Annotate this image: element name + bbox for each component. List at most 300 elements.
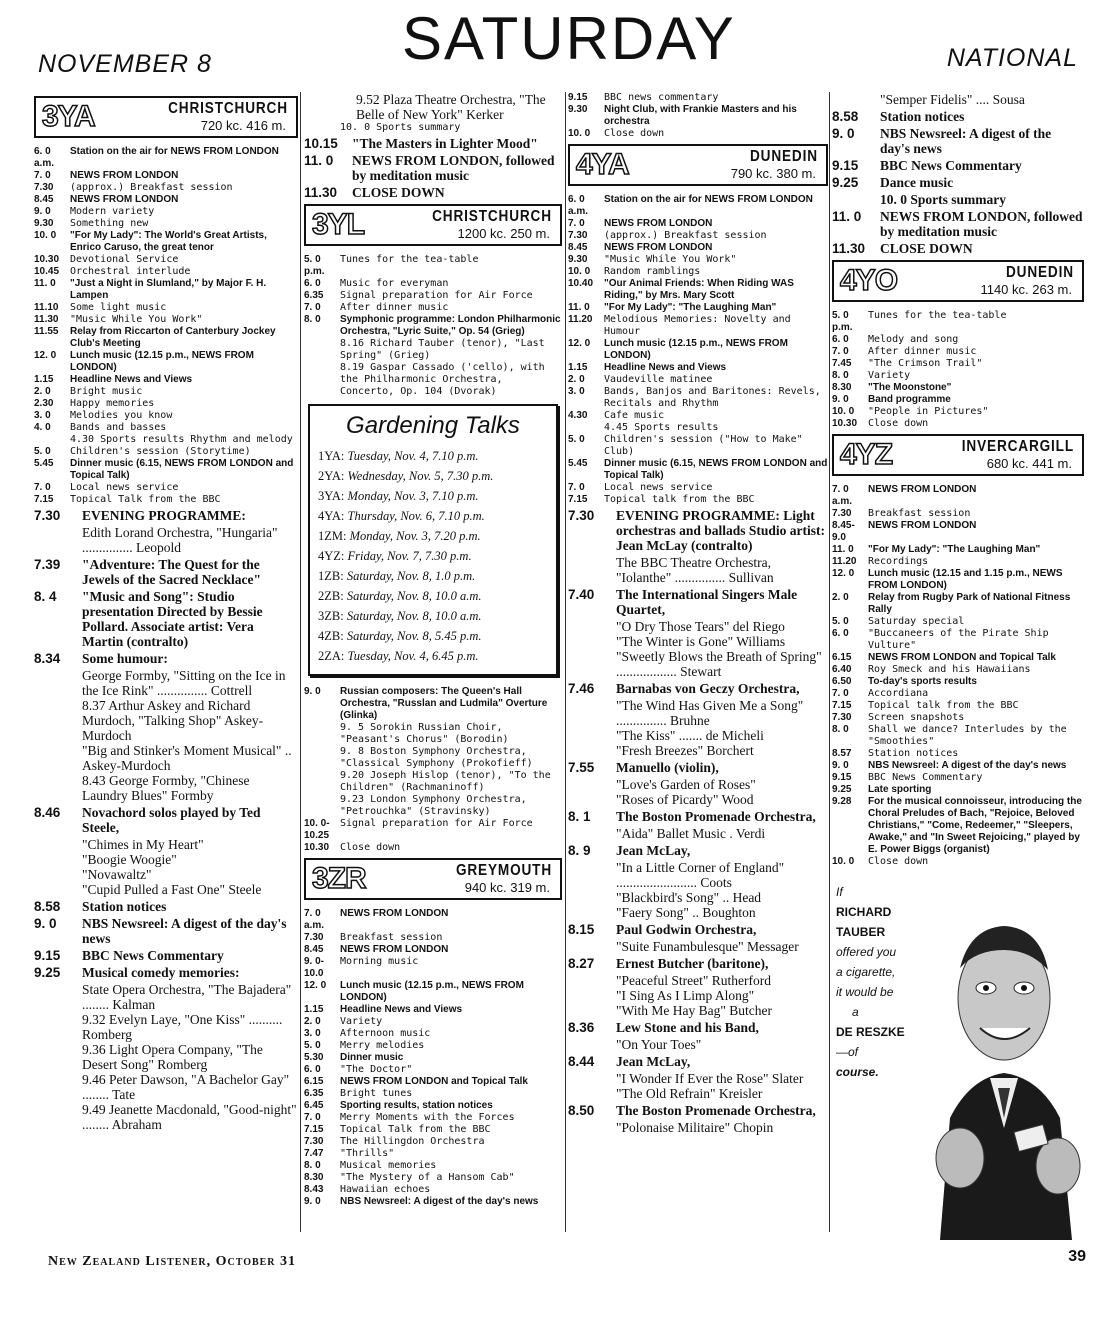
- schedule-entry: [304, 1088, 562, 1100]
- evening-entry: [568, 1103, 828, 1118]
- schedule-entry: [304, 302, 562, 314]
- schedule-entry: [832, 676, 1084, 688]
- entry-time: 7.15: [832, 700, 852, 711]
- entry-time: 8. 1: [568, 809, 591, 824]
- schedule-entry: [304, 956, 562, 980]
- entry-description: Station on the air for NEWS FROM LONDON: [604, 194, 813, 205]
- entry-description: Lunch music (12.15 and 1.15 p.m., NEWS FROM LONDON): [868, 568, 1063, 591]
- entry-description: Russian composers: The Queen's Hall Orchestra, "Russlan and Ludmila" Overture (Glinka): [340, 686, 548, 721]
- entry-title: NEWS FROM LONDON, followed by meditation music: [880, 209, 1083, 239]
- entry-time: 5. 0: [832, 616, 849, 627]
- entry-description: (approx.) Breakfast session: [70, 182, 233, 193]
- entry-time: 11.30: [34, 314, 59, 325]
- entry-description: 8.16 Richard Tauber (tenor), "Last Spring" (Grieg): [340, 338, 545, 361]
- entry-description: Children's session ("How to Make" Club): [604, 434, 803, 457]
- ad-line: RICHARD: [836, 905, 892, 919]
- entry-time: 7.55: [568, 760, 595, 775]
- entry-description: Orchestral interlude: [70, 266, 191, 277]
- entry-description: Saturday special: [868, 616, 965, 627]
- station-city: GREYMOUTH: [455, 862, 552, 879]
- entry-detail: 9.49 Jeanette Macdonald, "Good-night" ........ Abraham: [82, 1102, 297, 1132]
- evening-entry: [34, 589, 298, 649]
- ad-line: offered you: [836, 945, 897, 959]
- station-call-sign: 3ZR: [312, 862, 366, 895]
- schedule-entry: [304, 290, 562, 302]
- entry-time: [832, 192, 880, 207]
- station-box-3yl: [304, 204, 562, 246]
- entry-time: 7.15: [34, 494, 54, 505]
- entry-time: 7. 0: [568, 482, 585, 493]
- schedule-entry: [832, 784, 1084, 796]
- entry-time: 8.46: [34, 805, 61, 820]
- entry-detail: "Cupid Pulled a Fast One" Steele: [82, 882, 262, 897]
- gardening-talk-item: [318, 506, 548, 526]
- schedule-entry: [832, 796, 1084, 856]
- station-frequency: 1200 kc. 250 m.: [457, 226, 550, 241]
- entry-title: BBC News Commentary: [82, 948, 224, 963]
- entry-description: Morning music: [340, 956, 419, 967]
- entry-time: 6.15: [832, 652, 852, 663]
- schedule-list: [304, 254, 562, 398]
- entry-description: Bright tunes: [340, 1088, 413, 1099]
- schedule-entry: [304, 1028, 562, 1040]
- late-entry: [832, 175, 1084, 190]
- page-number: 39: [1068, 1248, 1086, 1265]
- schedule-entry: [832, 628, 1084, 652]
- talk-time: Tuesday, Nov. 4, 7.10 p.m.: [347, 449, 479, 463]
- entry-description: NEWS FROM LONDON: [340, 944, 449, 955]
- schedule-entry: [832, 346, 1084, 358]
- evening-entry: [568, 508, 828, 553]
- entry-description: Merry melodies: [340, 1040, 425, 1051]
- entry-title: "Adventure: The Quest for the Jewels of the Sacred Necklace": [82, 557, 261, 587]
- schedule-entry: [832, 700, 1084, 712]
- schedule-entry: [34, 194, 298, 206]
- continued-programme: [304, 92, 562, 134]
- schedule-entry: [832, 394, 1084, 406]
- entry-description: Late sporting: [868, 784, 932, 795]
- entry-time: 9. 0: [832, 126, 855, 141]
- column-4ya: [568, 92, 828, 1135]
- entry-detail: "Chimes in My Heart": [82, 837, 204, 852]
- gardening-talks-list: [318, 446, 548, 666]
- entry-title: Jean McLay,: [616, 843, 691, 858]
- schedule-entry: [34, 206, 298, 218]
- entry-detail: "Fresh Breezes" Borchert: [616, 743, 754, 758]
- schedule-entry: [34, 326, 298, 350]
- schedule-entry: [34, 182, 298, 194]
- entry-detail: Edith Lorand Orchestra, "Hungaria" ............... Leopold: [82, 525, 278, 555]
- entry-description: NEWS FROM LONDON: [604, 218, 713, 229]
- schedule-entry: [304, 314, 562, 338]
- schedule-entry: [568, 422, 828, 434]
- schedule-entry: [832, 556, 1084, 568]
- entry-time: 8. 9: [568, 843, 591, 858]
- entry-time: 7.30: [304, 1136, 324, 1147]
- late-entry: [304, 153, 562, 183]
- entry-time: 7.39: [34, 557, 61, 572]
- column-rule: [829, 92, 830, 1232]
- entry-time: 7.30: [832, 712, 852, 723]
- entry-description: Local news service: [604, 482, 713, 493]
- entry-time: 11. 0: [832, 209, 862, 224]
- schedule-entry: [34, 218, 298, 230]
- entry-description: Something new: [70, 218, 149, 229]
- entry-description: Music for everyman: [340, 278, 449, 289]
- entry-time: 6.50: [832, 676, 852, 687]
- entry-description: Relay from Rugby Park of National Fitness Rally: [868, 592, 1071, 615]
- entry-time: [304, 794, 340, 818]
- entry-title: NEWS FROM LONDON, followed by meditation music: [352, 153, 555, 183]
- entry-time: 5. 0: [568, 434, 585, 445]
- station-city: INVERCARGILL: [961, 438, 1074, 455]
- entry-description: Lunch music (12.15 p.m., NEWS FROM LONDON): [70, 350, 254, 373]
- station-call-sign: 4YO: [840, 264, 898, 297]
- entry-detail: "I Sing As I Limp Along": [616, 988, 755, 1003]
- page-date: NOVEMBER 8: [38, 50, 212, 78]
- entry-time: 6.45: [304, 1100, 324, 1111]
- evening-entry: [568, 1054, 828, 1069]
- schedule-list: [34, 146, 298, 506]
- entry-time: 8.58: [832, 109, 859, 124]
- entry-description: NBS Newsreel: A digest of the day's news: [340, 1196, 539, 1207]
- entry-title: CLOSE DOWN: [880, 241, 973, 256]
- entry-time: 5. 0: [34, 446, 51, 457]
- entry-time: [304, 338, 340, 362]
- gardening-talk-item: [318, 546, 548, 566]
- evening-entry: [34, 948, 298, 963]
- entry-title: "Music and Song": Studio presentation Directed by Bessie Pollard. Associate artist: Vera Martin (contralto): [82, 589, 263, 649]
- entry-time: 8.27: [568, 956, 595, 971]
- entry-description: Hawaiian echoes: [340, 1184, 431, 1195]
- schedule-list: [832, 484, 1084, 868]
- entry-description: Topical talk from the BBC: [868, 700, 1019, 711]
- entry-detail: 9.46 Peter Dawson, "A Bachelor Gay" ........ Tate: [82, 1072, 290, 1102]
- entry-title: The Boston Promenade Orchestra,: [616, 1103, 816, 1118]
- entry-time: 10.30: [832, 418, 858, 429]
- entry-time: 8.45: [304, 944, 324, 955]
- entry-description: "People in Pictures": [868, 406, 989, 417]
- entry-time: 9.25: [832, 175, 859, 190]
- schedule-entry: [304, 980, 562, 1004]
- schedule-entry: [304, 1076, 562, 1088]
- talk-station: 3YA:: [318, 489, 348, 503]
- entry-time: 6. 0 a.m.: [34, 146, 55, 169]
- entry-time: 11.10: [34, 302, 59, 313]
- entry-time: 8.43: [304, 1184, 324, 1195]
- station-box-3zr: [304, 858, 562, 900]
- talk-time: Wednesday, Nov. 5, 7.30 p.m.: [347, 469, 494, 483]
- gardening-talk-item: [318, 626, 548, 646]
- schedule-entry: [34, 482, 298, 494]
- entry-description: Afternoon music: [340, 1028, 431, 1039]
- station-city: DUNEDIN: [1006, 264, 1074, 281]
- entry-time: 7. 0: [34, 482, 51, 493]
- entry-description: Children's session (Storytime): [70, 446, 251, 457]
- schedule-entry: [568, 410, 828, 422]
- entry-description: Breakfast session: [340, 932, 443, 943]
- talk-station: 4YZ:: [318, 549, 348, 563]
- schedule-entry: [832, 760, 1084, 772]
- entry-description: 4.45 Sports results: [604, 422, 719, 433]
- entry-description: Dinner music (6.15, NEWS FROM LONDON and Topical Talk): [70, 458, 294, 481]
- entry-time: 10.30: [304, 842, 330, 853]
- continued-schedule: [568, 92, 828, 140]
- schedule-entry: [304, 1124, 562, 1136]
- ad-line: DE RESZKE: [836, 1025, 905, 1039]
- schedule-entry: [304, 794, 562, 818]
- schedule-entry: [34, 230, 298, 254]
- entry-time: 7. 0 a.m.: [832, 484, 853, 507]
- entry-time: 10. 0-10.25: [304, 818, 330, 841]
- entry-time: 10.30: [34, 254, 60, 265]
- entry-detail: "Polonaise Militaire" Chopin: [616, 1120, 774, 1135]
- column-3yl: [304, 92, 562, 1208]
- entry-description: Variety: [868, 370, 911, 381]
- entry-detail: 8.43 George Formby, "Chinese Laundry Blues" Formby: [82, 773, 250, 803]
- talk-station: 2ZB:: [318, 589, 347, 603]
- entry-time: 6.35: [304, 290, 324, 301]
- gardening-talk-item: [318, 646, 548, 666]
- entry-time: 7. 0: [832, 346, 849, 357]
- entry-title: Barnabas von Geczy Orchestra,: [616, 681, 800, 696]
- entry-time: 8.50: [568, 1103, 595, 1118]
- station-call-sign: 3YL: [312, 208, 365, 241]
- entry-description: Variety: [340, 1016, 383, 1027]
- station-call-sign: 3YA: [42, 100, 95, 133]
- schedule-entry: [568, 92, 828, 104]
- entry-detail: "The Wind Has Given Me a Song" ............... Bruhne: [616, 698, 804, 728]
- entry-description: "Music While You Work": [604, 254, 737, 265]
- entry-title: 10. 0 Sports summary: [880, 192, 1007, 207]
- schedule-entry: [304, 722, 562, 746]
- schedule-entry: [568, 278, 828, 302]
- entry-time: 5. 0 p.m.: [832, 310, 853, 333]
- entry-time: 5.30: [304, 1052, 324, 1063]
- entry-time: 1.15: [34, 374, 54, 385]
- entry-description: Tunes for the tea-table: [868, 310, 1007, 321]
- entry-time: 11.20: [568, 314, 593, 325]
- entry-time: 9. 0: [832, 394, 849, 405]
- entry-time: 11.20: [832, 556, 857, 567]
- entry-description: "For My Lady": The World's Great Artists, Enrico Caruso, the great tenor: [70, 230, 267, 253]
- page-day-title: SATURDAY: [402, 5, 736, 72]
- schedule-list: [304, 908, 562, 1208]
- late-entry: [832, 192, 1084, 207]
- schedule-entry: [568, 242, 828, 254]
- entry-description: 9.20 Joseph Hislop (tenor), "To the Children" (Rachmaninoff): [340, 770, 551, 793]
- entry-time: 10. 0: [832, 406, 855, 417]
- entry-time: 5. 0: [304, 1040, 321, 1051]
- entry-detail: "In a Little Corner of England" ........................ Coots: [616, 860, 785, 890]
- entry-time: 7. 0: [34, 170, 51, 181]
- entry-time: 7.30: [34, 508, 61, 523]
- gardening-talk-item: [318, 566, 548, 586]
- entry-description: NBS Newsreel: A digest of the day's news: [868, 760, 1067, 771]
- entry-description: "The Doctor": [340, 1064, 413, 1075]
- schedule-entry: [568, 362, 828, 374]
- schedule-entry: [304, 1148, 562, 1160]
- schedule-entry: [34, 410, 298, 422]
- entry-description: Night Club, with Frankie Masters and his orchestra: [604, 104, 797, 127]
- tauber-portrait-photo: [920, 888, 1088, 1240]
- entry-detail: "The Winter is Gone" Williams: [616, 634, 786, 649]
- entry-time: [304, 722, 340, 746]
- entry-detail: 9.36 Light Opera Company, "The Desert Song" Romberg: [82, 1042, 263, 1072]
- entry-description: Roy Smeck and his Hawaiians: [868, 664, 1031, 675]
- talk-time: Monday, Nov. 3, 7.20 p.m.: [349, 529, 481, 543]
- entry-description: "For My Lady": "The Laughing Man": [868, 544, 1041, 555]
- entry-time: 4. 0: [34, 422, 51, 433]
- schedule-entry: [304, 1160, 562, 1172]
- de-reszke-advertisement: [836, 882, 1088, 1242]
- entry-time: 8.30: [304, 1172, 324, 1183]
- entry-detail: 9.32 Evelyn Laye, "One Kiss" .......... Romberg: [82, 1012, 283, 1042]
- schedule-entry: [832, 544, 1084, 556]
- entry-description: Bright music: [70, 386, 143, 397]
- schedule-entry: [568, 104, 828, 128]
- schedule-entry: [832, 310, 1084, 334]
- entry-title: Station notices: [880, 109, 965, 124]
- schedule-entry: [304, 338, 562, 362]
- entry-title: EVENING PROGRAMME: Light orchestras and ballads Studio artist: Jean McLay (contralto): [616, 508, 826, 553]
- entry-time: 6. 0: [832, 628, 849, 639]
- schedule-entry: [568, 218, 828, 230]
- entry-description: After dinner music: [868, 346, 977, 357]
- schedule-entry: [304, 254, 562, 278]
- entry-time: 8.44: [568, 1054, 595, 1069]
- evening-entry: [568, 587, 828, 617]
- schedule-entry: [832, 652, 1084, 664]
- schedule-entry: [832, 370, 1084, 382]
- entry-title: CLOSE DOWN: [352, 185, 445, 200]
- schedule-list: [832, 310, 1084, 430]
- entry-description: (approx.) Breakfast session: [604, 230, 767, 241]
- late-entry: [304, 185, 562, 200]
- schedule-entry: [832, 712, 1084, 724]
- entry-title: EVENING PROGRAMME:: [82, 508, 246, 523]
- talk-time: Thursday, Nov. 6, 7.10 p.m.: [347, 509, 485, 523]
- entry-detail: "Faery Song" .. Boughton: [616, 905, 756, 920]
- entry-description: Lunch music (12.15 p.m., NEWS FROM LONDON): [340, 980, 524, 1003]
- entry-detail: The BBC Theatre Orchestra, "Iolanthe" ............... Sullivan: [616, 555, 774, 585]
- schedule-entry: [34, 266, 298, 278]
- station-city: CHRISTCHURCH: [168, 100, 288, 117]
- ad-line: a cigarette,: [836, 965, 896, 979]
- entry-description: 8.19 Gaspar Cassado ('cello), with the Philharmonic Orchestra, Concerto, Op. 104 (Dvorak): [340, 362, 545, 397]
- entry-time: 7.30: [34, 182, 54, 193]
- column-rule: [300, 92, 301, 1232]
- entry-description: "For My Lady": "The Laughing Man": [604, 302, 777, 313]
- entry-time: 11. 0: [304, 153, 334, 168]
- entry-time: 1.15: [304, 1004, 324, 1015]
- entry-time: 2. 0: [34, 386, 51, 397]
- entry-time: 12. 0: [568, 338, 591, 349]
- entry-time: 7.45: [832, 358, 852, 369]
- entry-time: 6.40: [832, 664, 852, 675]
- column-4yo: [832, 92, 1084, 868]
- entry-description: NEWS FROM LONDON and Topical Talk: [340, 1076, 528, 1087]
- entry-description: Some light music: [70, 302, 167, 313]
- entry-description: "The Crimson Trail": [868, 358, 983, 369]
- evening-entry: [34, 899, 298, 914]
- schedule-entry: [568, 374, 828, 386]
- entry-description: Headline News and Views: [604, 362, 727, 373]
- entry-time: 5. 0 p.m.: [304, 254, 325, 277]
- entry-time: 9.25: [34, 965, 61, 980]
- entry-description: After dinner music: [340, 302, 449, 313]
- entry-time: 12. 0: [304, 980, 327, 991]
- evening-entry: [34, 916, 298, 946]
- schedule-entry: [304, 1004, 562, 1016]
- entry-time: 2. 0: [568, 374, 585, 385]
- talk-station: 3ZB:: [318, 609, 347, 623]
- ad-line: it would be: [836, 985, 894, 999]
- schedule-entry: [304, 278, 562, 290]
- entry-description: 9.23 London Symphony Orchestra, "Petrouchka" (Stravinsky): [340, 794, 527, 817]
- entry-detail: "Aida" Ballet Music . Verdi: [616, 826, 766, 841]
- entry-description: NEWS FROM LONDON: [70, 170, 179, 181]
- entry-time: 10. 0: [34, 230, 57, 241]
- talk-time: Monday, Nov. 3, 7.10 p.m.: [347, 489, 479, 503]
- schedule-entry: [304, 842, 562, 854]
- talk-station: 2ZA:: [318, 649, 348, 663]
- entry-detail: "Blackbird's Song" .. Head: [616, 890, 762, 905]
- station-frequency: 790 kc. 380 m.: [730, 166, 816, 181]
- entry-time: 8.58: [34, 899, 61, 914]
- entry-description: Vaudeville matinee: [604, 374, 713, 385]
- schedule-entry: [304, 944, 562, 956]
- station-city: CHRISTCHURCH: [432, 208, 552, 225]
- schedule-entry: [832, 520, 1084, 544]
- station-city: DUNEDIN: [750, 148, 818, 165]
- entry-detail: "Roses of Picardy" Wood: [616, 792, 754, 807]
- entry-description: Dinner music (6.15, NEWS FROM LONDON and Topical Talk): [604, 458, 828, 481]
- entry-description: To-day's sports results: [868, 676, 977, 687]
- entry-description: Cafe music: [604, 410, 665, 421]
- entry-time: 8.15: [568, 922, 595, 937]
- entry-description: NEWS FROM LONDON: [604, 242, 713, 253]
- schedule-entry: [304, 1100, 562, 1112]
- schedule-entry: [34, 434, 298, 446]
- ad-line: course.: [836, 1065, 879, 1079]
- schedule-entry: [304, 1112, 562, 1124]
- station-frequency: 680 kc. 441 m.: [986, 456, 1072, 471]
- schedule-entry: [34, 314, 298, 326]
- schedule-entry: [304, 746, 562, 770]
- entry-title: Ernest Butcher (baritone),: [616, 956, 769, 971]
- evening-entry: [34, 651, 298, 666]
- gardening-talk-item: [318, 586, 548, 606]
- schedule-entry: [832, 406, 1084, 418]
- entry-description: Shall we dance? Interludes by the "Smoothies": [868, 724, 1067, 747]
- schedule-entry: [568, 194, 828, 218]
- entry-description: Melody and song: [868, 334, 959, 345]
- evening-entry: [34, 805, 298, 835]
- entry-title: "The Masters in Lighter Mood": [352, 136, 538, 151]
- gardening-talks-box: [308, 404, 558, 676]
- talk-station: 4YA:: [318, 509, 348, 523]
- talk-station: 1YA:: [318, 449, 348, 463]
- gardening-talk-item: [318, 486, 548, 506]
- entry-description: NEWS FROM LONDON and Topical Talk: [868, 652, 1056, 663]
- schedule-entry: [832, 688, 1084, 700]
- entry-description: 9. 5 Sorokin Russian Choir, "Peasant's Chorus" (Borodin): [340, 722, 509, 745]
- entry-time: 6. 0: [304, 1064, 321, 1075]
- entry-detail: "O Dry Those Tears" del Riego: [616, 619, 785, 634]
- talk-time: Saturday, Nov. 8, 10.0 a.m.: [346, 589, 482, 603]
- schedule-entry: [34, 422, 298, 434]
